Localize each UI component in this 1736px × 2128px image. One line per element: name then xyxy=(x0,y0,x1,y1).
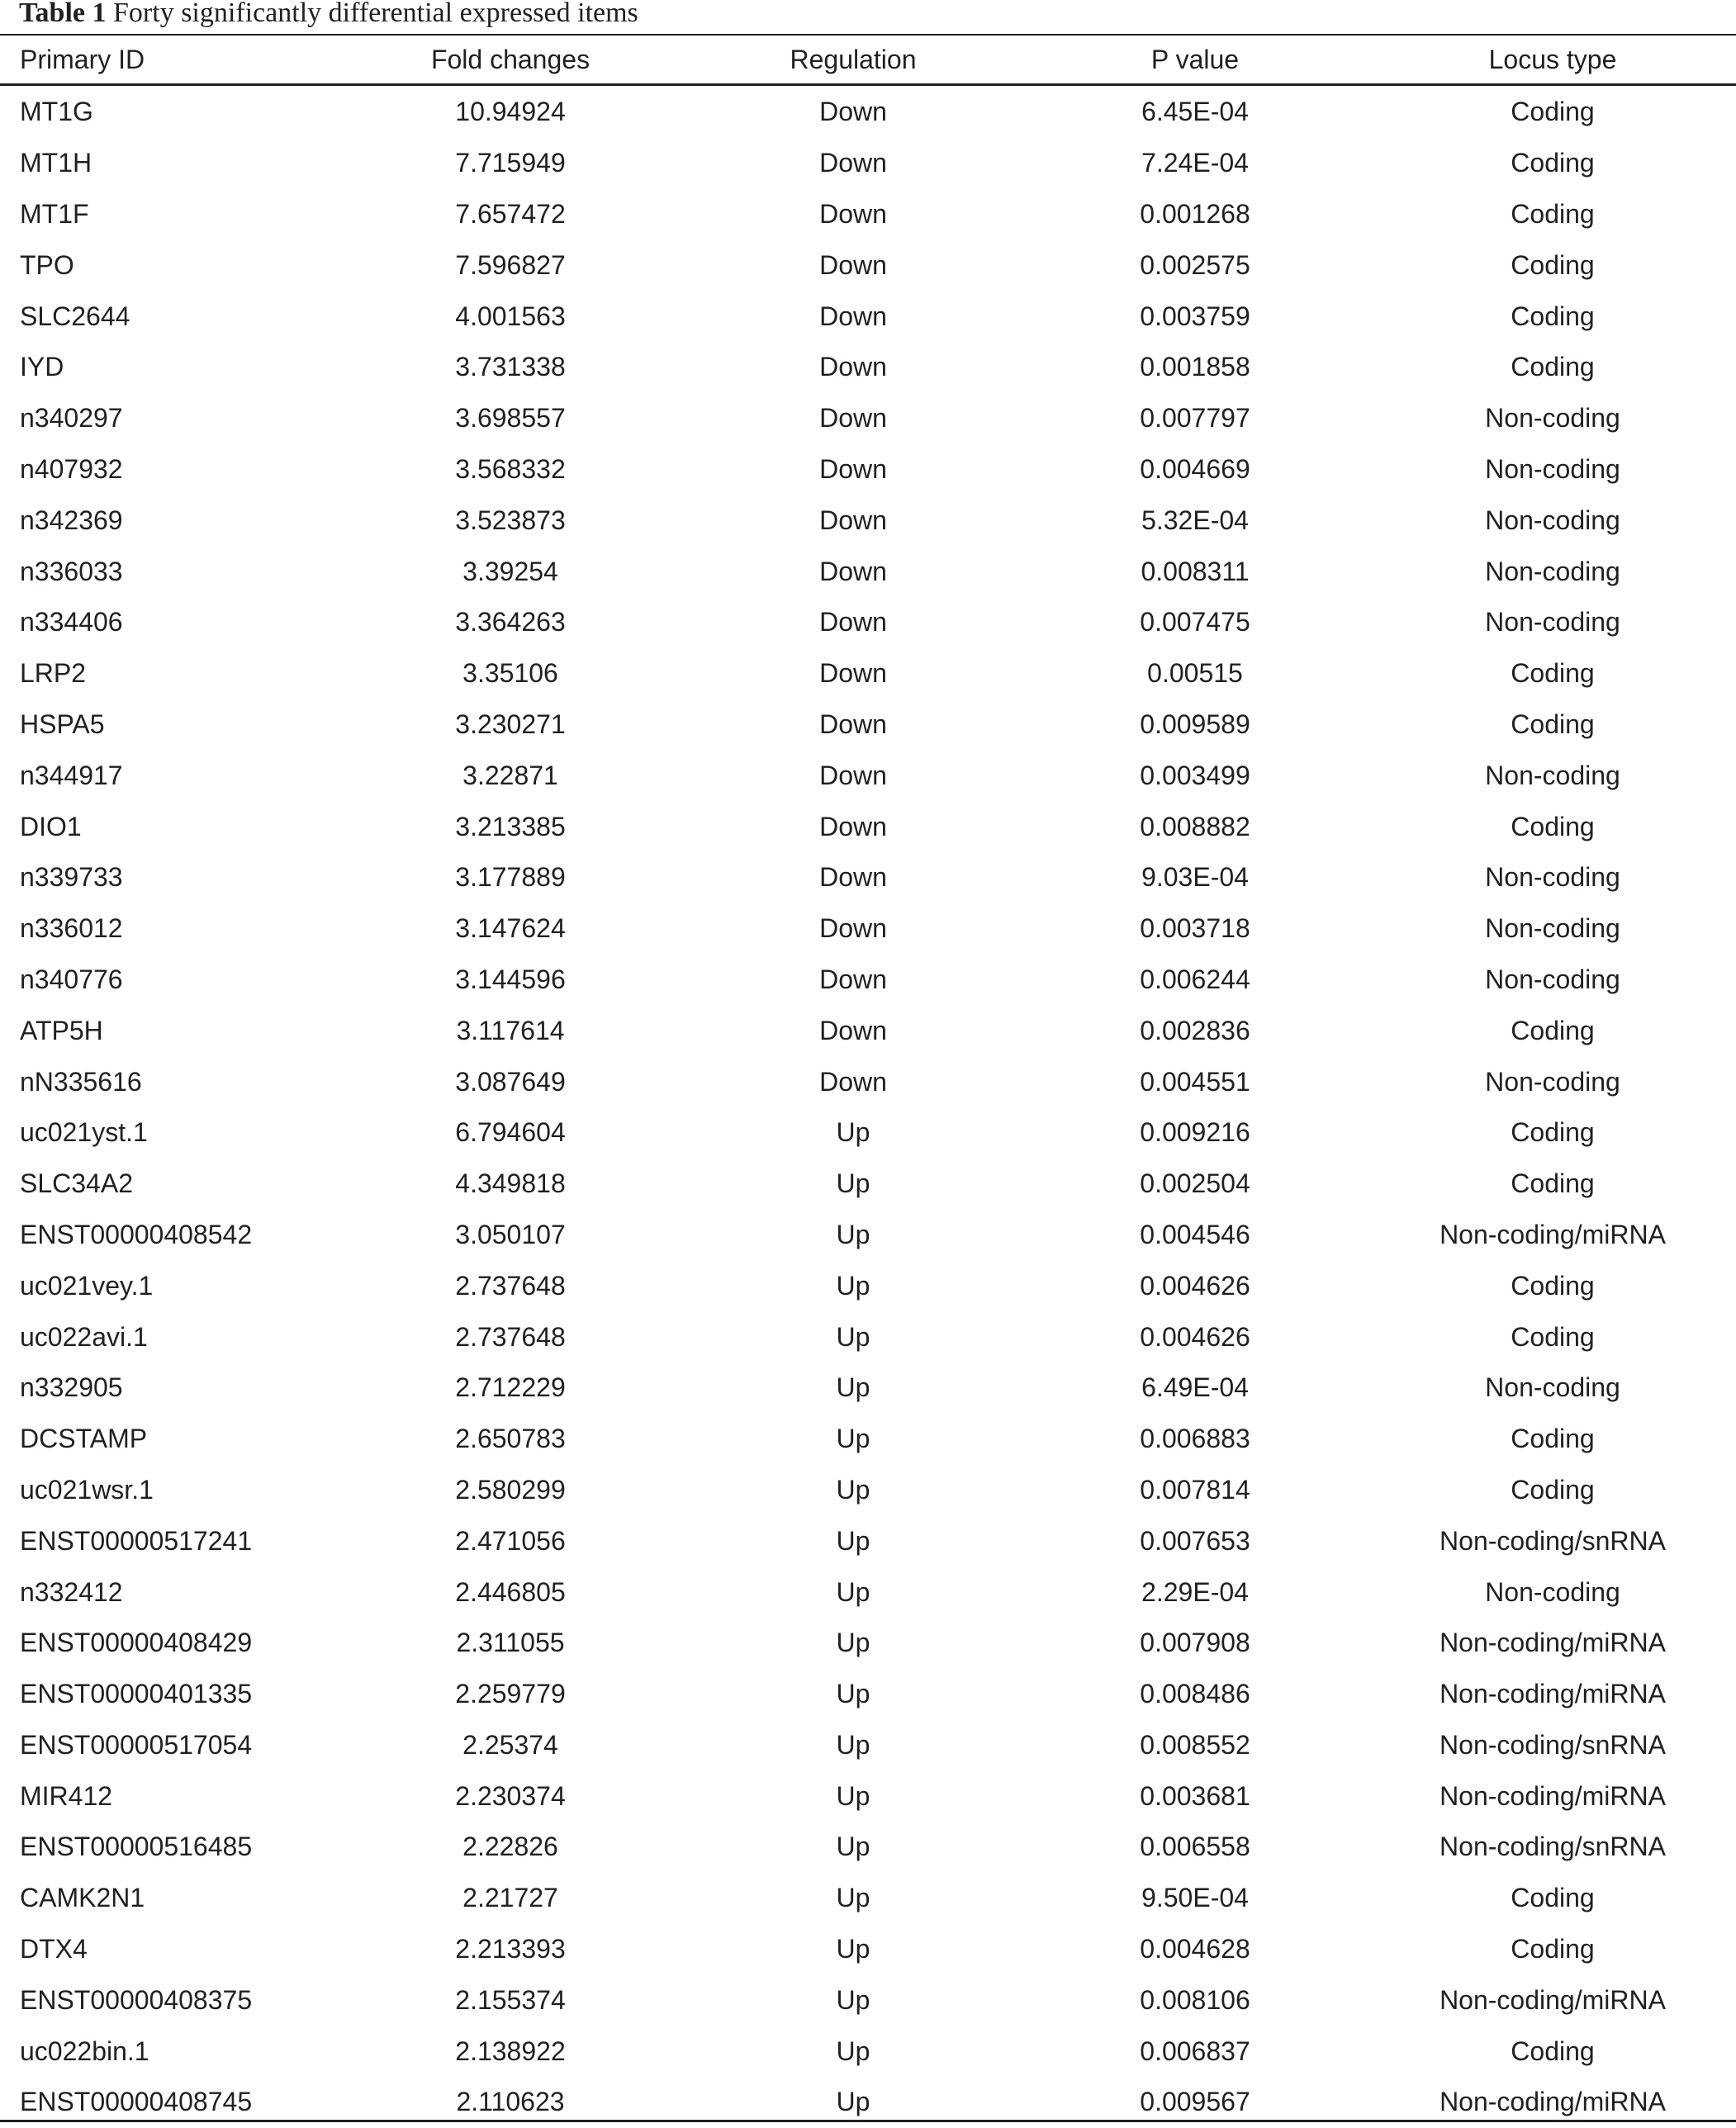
regulation-cell: Up xyxy=(836,1984,870,2015)
p-value-cell: 0.002836 xyxy=(1140,1015,1250,1045)
locus-type-cell: Non-coding/miRNA xyxy=(1440,1984,1666,2015)
header-row xyxy=(0,35,1736,84)
primary-id-cell: MT1G xyxy=(20,97,93,127)
locus-type-cell: Coding xyxy=(1511,1883,1595,1913)
regulation-cell: Down xyxy=(819,760,887,790)
regulation-cell: Down xyxy=(819,97,887,127)
locus-type-cell: Non-coding xyxy=(1485,913,1620,944)
fold-change-cell: 2.311055 xyxy=(456,1628,565,1658)
locus-type-cell: Non-coding xyxy=(1485,760,1620,790)
fold-change-cell: 7.657472 xyxy=(455,198,566,229)
primary-id-cell: SLC2644 xyxy=(20,301,130,331)
regulation-cell: Down xyxy=(819,811,887,841)
fold-change-cell: 3.177889 xyxy=(455,862,566,893)
locus-type-cell: Coding xyxy=(1511,352,1595,382)
fold-change-cell: 7.715949 xyxy=(455,148,566,178)
regulation-cell: Up xyxy=(836,1117,870,1148)
regulation-cell: Up xyxy=(836,1525,870,1556)
locus-type-cell: Non-coding xyxy=(1485,453,1620,484)
fold-change-cell: 2.446805 xyxy=(455,1576,566,1607)
regulation-cell: Up xyxy=(836,1729,870,1760)
fold-change-cell: 2.110623 xyxy=(456,2087,565,2117)
primary-id-cell: ENST00000408375 xyxy=(20,1984,253,2015)
table-row xyxy=(0,1770,1736,1822)
table-row xyxy=(0,189,1736,240)
regulation-cell: Up xyxy=(836,1474,870,1505)
regulation-cell: Down xyxy=(819,964,887,994)
primary-id-cell: ENST00000516485 xyxy=(20,1832,253,1862)
locus-type-cell: Coding xyxy=(1511,811,1595,841)
p-value-cell: 0.00515 xyxy=(1147,658,1243,689)
header-rule xyxy=(0,83,1736,86)
primary-id-cell: uc022bin.1 xyxy=(20,2036,149,2066)
table-row xyxy=(0,1873,1736,1924)
regulation-cell: Up xyxy=(836,1883,870,1913)
table-row xyxy=(0,1822,1736,1873)
regulation-cell: Up xyxy=(836,1934,870,1964)
regulation-cell: Down xyxy=(819,301,887,331)
fold-change-cell: 3.731338 xyxy=(455,352,566,382)
regulation-cell: Up xyxy=(836,1372,870,1403)
primary-id-cell: n342369 xyxy=(20,505,123,535)
primary-id-cell: ENST00000408745 xyxy=(20,2087,253,2117)
p-value-cell: 0.003499 xyxy=(1140,760,1250,790)
fold-change-cell: 3.698557 xyxy=(455,403,566,434)
column-header-primary-id: Primary ID xyxy=(20,44,145,74)
p-value-cell: 0.006837 xyxy=(1140,2036,1250,2066)
p-value-cell: 0.001858 xyxy=(1140,352,1250,382)
primary-id-cell: n340297 xyxy=(20,403,123,434)
regulation-cell: Down xyxy=(819,403,887,434)
table-row xyxy=(0,87,1736,138)
fold-change-cell: 2.471056 xyxy=(455,1525,566,1556)
locus-type-cell: Non-coding/miRNA xyxy=(1440,1219,1666,1249)
primary-id-cell: n344917 xyxy=(20,760,123,790)
fold-change-cell: 3.568332 xyxy=(455,453,566,484)
regulation-cell: Up xyxy=(836,1780,870,1811)
primary-id-cell: ENST00000401335 xyxy=(20,1679,253,1709)
p-value-cell: 9.03E-04 xyxy=(1141,862,1249,893)
p-value-cell: 0.004551 xyxy=(1140,1066,1250,1097)
regulation-cell: Down xyxy=(819,607,887,637)
primary-id-cell: n340776 xyxy=(20,964,123,994)
locus-type-cell: Coding xyxy=(1511,1934,1595,1964)
locus-type-cell: Coding xyxy=(1511,198,1595,229)
primary-id-cell: MT1F xyxy=(20,198,89,229)
fold-change-cell: 3.144596 xyxy=(455,964,566,994)
locus-type-cell: Non-coding/miRNA xyxy=(1440,1679,1666,1709)
locus-type-cell: Non-coding/snRNA xyxy=(1440,1729,1666,1760)
fold-change-cell: 2.21727 xyxy=(462,1883,558,1913)
regulation-cell: Up xyxy=(836,1270,870,1301)
primary-id-cell: n339733 xyxy=(20,862,123,893)
p-value-cell: 0.003718 xyxy=(1140,913,1250,944)
fold-change-cell: 2.22826 xyxy=(462,1832,558,1862)
table-row xyxy=(0,1669,1736,1720)
p-value-cell: 0.004546 xyxy=(1140,1219,1250,1249)
locus-type-cell: Coding xyxy=(1511,1015,1595,1045)
fold-change-cell: 7.596827 xyxy=(455,249,566,280)
fold-change-cell: 2.213393 xyxy=(455,1934,566,1964)
p-value-cell: 6.45E-04 xyxy=(1141,97,1249,127)
table-row xyxy=(0,1260,1736,1311)
fold-change-cell: 2.712229 xyxy=(455,1372,566,1403)
p-value-cell: 0.006883 xyxy=(1140,1424,1250,1454)
p-value-cell: 0.008882 xyxy=(1140,811,1250,841)
fold-change-cell: 2.737648 xyxy=(455,1270,566,1301)
locus-type-cell: Coding xyxy=(1511,1474,1595,1505)
regulation-cell: Up xyxy=(836,1576,870,1607)
table-body xyxy=(0,87,1736,2128)
p-value-cell: 0.006558 xyxy=(1140,1832,1250,1862)
regulation-cell: Down xyxy=(819,1066,887,1097)
table-row xyxy=(0,342,1736,393)
primary-id-cell: DCSTAMP xyxy=(20,1424,148,1454)
regulation-cell: Up xyxy=(836,1168,870,1199)
primary-id-cell: n332412 xyxy=(20,1576,123,1607)
locus-type-cell: Coding xyxy=(1511,249,1595,280)
regulation-cell: Up xyxy=(836,1832,870,1862)
table-row xyxy=(0,597,1736,648)
locus-type-cell: Non-coding xyxy=(1485,964,1620,994)
primary-id-cell: IYD xyxy=(20,352,64,382)
table-row xyxy=(0,648,1736,699)
primary-id-cell: MT1H xyxy=(20,148,92,178)
table-row xyxy=(0,1465,1736,1516)
regulation-cell: Down xyxy=(819,352,887,382)
fold-change-cell: 3.364263 xyxy=(455,607,566,637)
primary-id-cell: uc021yst.1 xyxy=(20,1117,148,1148)
table-row xyxy=(0,852,1736,903)
column-header-p-value: P value xyxy=(1150,44,1240,74)
locus-type-cell: Non-coding/snRNA xyxy=(1440,1832,1666,1862)
p-value-cell: 0.002575 xyxy=(1140,249,1250,280)
p-value-cell: 5.32E-04 xyxy=(1141,505,1249,535)
regulation-cell: Up xyxy=(836,1679,870,1709)
locus-type-cell: Non-coding xyxy=(1485,862,1620,893)
primary-id-cell: ENST00000408429 xyxy=(20,1628,253,1658)
locus-type-cell: Non-coding xyxy=(1485,1066,1620,1097)
p-value-cell: 0.006244 xyxy=(1140,964,1250,994)
primary-id-cell: HSPA5 xyxy=(20,709,105,739)
locus-type-cell: Coding xyxy=(1511,1168,1595,1199)
p-value-cell: 6.49E-04 xyxy=(1141,1372,1249,1403)
regulation-cell: Down xyxy=(819,913,887,944)
table-row xyxy=(0,1210,1736,1261)
fold-change-cell: 3.22871 xyxy=(462,760,558,790)
regulation-cell: Up xyxy=(836,1424,870,1454)
locus-type-cell: Non-coding xyxy=(1485,505,1620,535)
p-value-cell: 0.003759 xyxy=(1140,301,1250,331)
locus-type-cell: Non-coding/miRNA xyxy=(1440,1780,1666,1811)
regulation-cell: Down xyxy=(819,148,887,178)
p-value-cell: 0.003681 xyxy=(1140,1780,1250,1811)
primary-id-cell: n336012 xyxy=(20,913,123,944)
p-value-cell: 0.001268 xyxy=(1140,198,1250,229)
p-value-cell: 0.009567 xyxy=(1140,2087,1250,2117)
table-caption xyxy=(19,0,638,31)
table-row xyxy=(0,1056,1736,1107)
table-row xyxy=(0,1414,1736,1465)
locus-type-cell: Coding xyxy=(1511,97,1595,127)
fold-change-cell: 2.230374 xyxy=(455,1780,566,1811)
p-value-cell: 0.004626 xyxy=(1140,1270,1250,1301)
fold-change-cell: 3.050107 xyxy=(455,1219,566,1249)
locus-type-cell: Non-coding xyxy=(1485,607,1620,637)
table-row xyxy=(0,291,1736,342)
primary-id-cell: SLC34A2 xyxy=(20,1168,133,1199)
p-value-cell: 9.50E-04 xyxy=(1141,1883,1249,1913)
primary-id-cell: ENST00000408542 xyxy=(20,1219,253,1249)
table-row xyxy=(0,546,1736,597)
locus-type-cell: Non-coding/miRNA xyxy=(1440,1628,1666,1658)
p-value-cell: 0.004628 xyxy=(1140,1934,1250,1964)
primary-id-cell: uc022avi.1 xyxy=(20,1321,148,1352)
regulation-cell: Down xyxy=(819,658,887,689)
locus-type-cell: Coding xyxy=(1511,301,1595,331)
table-row xyxy=(0,393,1736,444)
fold-change-cell: 3.087649 xyxy=(455,1066,566,1097)
regulation-cell: Down xyxy=(819,453,887,484)
p-value-cell: 0.008106 xyxy=(1140,1984,1250,2015)
regulation-cell: Up xyxy=(836,1219,870,1249)
locus-type-cell: Coding xyxy=(1511,709,1595,739)
fold-change-cell: 3.39254 xyxy=(462,556,558,586)
primary-id-cell: uc021vey.1 xyxy=(20,1270,154,1301)
regulation-cell: Down xyxy=(819,505,887,535)
fold-change-cell: 3.230271 xyxy=(455,709,566,739)
fold-change-cell: 10.94924 xyxy=(455,97,566,127)
fold-change-cell: 4.349818 xyxy=(455,1168,566,1199)
p-value-cell: 0.002504 xyxy=(1140,1168,1250,1199)
locus-type-cell: Non-coding/miRNA xyxy=(1440,2087,1666,2117)
table-row xyxy=(0,444,1736,495)
primary-id-cell: n336033 xyxy=(20,556,123,586)
locus-type-cell: Coding xyxy=(1511,1321,1595,1352)
primary-id-cell: uc021wsr.1 xyxy=(20,1474,154,1505)
fold-change-cell: 3.147624 xyxy=(455,913,566,944)
p-value-cell: 0.007908 xyxy=(1140,1628,1250,1658)
table-row xyxy=(0,1005,1736,1056)
regulation-cell: Down xyxy=(819,198,887,229)
locus-type-cell: Coding xyxy=(1511,1270,1595,1301)
table-row xyxy=(0,1311,1736,1363)
table-row xyxy=(0,955,1736,1006)
primary-id-cell: CAMK2N1 xyxy=(20,1883,145,1913)
p-value-cell: 0.004626 xyxy=(1140,1321,1250,1352)
caption-text: Forty significantly differential expressed items xyxy=(113,0,638,28)
p-value-cell: 0.004669 xyxy=(1140,453,1250,484)
regulation-cell: Down xyxy=(819,556,887,586)
p-value-cell: 0.007797 xyxy=(1140,403,1250,434)
fold-change-cell: 6.794604 xyxy=(455,1117,566,1148)
column-header-locus-type: Locus type xyxy=(1488,44,1617,74)
table-header xyxy=(0,35,1736,84)
regulation-cell: Up xyxy=(836,1321,870,1352)
table-row xyxy=(0,699,1736,751)
table-row xyxy=(0,2026,1736,2077)
locus-type-cell: Coding xyxy=(1511,148,1595,178)
p-value-cell: 0.007653 xyxy=(1140,1525,1250,1556)
regulation-cell: Up xyxy=(836,1628,870,1658)
p-value-cell: 0.008486 xyxy=(1140,1679,1250,1709)
fold-change-cell: 2.155374 xyxy=(455,1984,566,2015)
primary-id-cell: TPO xyxy=(20,249,74,280)
table-row xyxy=(0,1924,1736,1975)
bottom-rule xyxy=(0,2120,1736,2122)
table-row xyxy=(0,495,1736,546)
p-value-cell: 0.007814 xyxy=(1140,1474,1250,1505)
primary-id-cell: ENST00000517054 xyxy=(20,1729,253,1760)
primary-id-cell: nN335616 xyxy=(20,1066,142,1097)
locus-type-cell: Non-coding xyxy=(1485,556,1620,586)
column-header-regulation: Regulation xyxy=(790,44,917,74)
locus-type-cell: Non-coding xyxy=(1485,1372,1620,1403)
p-value-cell: 0.009216 xyxy=(1140,1117,1250,1148)
regulation-cell: Down xyxy=(819,249,887,280)
primary-id-cell: DIO1 xyxy=(20,811,82,841)
regulation-cell: Down xyxy=(819,709,887,739)
primary-id-cell: LRP2 xyxy=(20,658,87,689)
locus-type-cell: Non-coding xyxy=(1485,403,1620,434)
regulation-cell: Down xyxy=(819,1015,887,1045)
regulation-cell: Down xyxy=(819,862,887,893)
locus-type-cell: Coding xyxy=(1511,658,1595,689)
table-row xyxy=(0,1107,1736,1159)
locus-type-cell: Non-coding/snRNA xyxy=(1440,1525,1666,1556)
locus-type-cell: Coding xyxy=(1511,1117,1595,1148)
p-value-cell: 7.24E-04 xyxy=(1141,148,1249,178)
primary-id-cell: MIR412 xyxy=(20,1780,113,1811)
fold-change-cell: 3.213385 xyxy=(455,811,566,841)
locus-type-cell: Coding xyxy=(1511,1424,1595,1454)
locus-type-cell: Non-coding xyxy=(1485,1576,1620,1607)
column-header-fold-changes: Fold changes xyxy=(430,44,591,74)
fold-change-cell: 2.650783 xyxy=(455,1424,566,1454)
p-value-cell: 0.008311 xyxy=(1141,556,1250,586)
p-value-cell: 2.29E-04 xyxy=(1141,1576,1249,1607)
table-row xyxy=(0,801,1736,852)
fold-change-cell: 2.138922 xyxy=(455,2036,566,2066)
table-row xyxy=(0,1159,1736,1210)
primary-id-cell: n407932 xyxy=(20,453,123,484)
locus-type-cell: Coding xyxy=(1511,2036,1595,2066)
p-value-cell: 0.007475 xyxy=(1140,607,1250,637)
table-row xyxy=(0,138,1736,189)
p-value-cell: 0.009589 xyxy=(1140,709,1250,739)
primary-id-cell: n332905 xyxy=(20,1372,123,1403)
primary-id-cell: ATP5H xyxy=(20,1015,103,1045)
table-row xyxy=(0,1363,1736,1414)
table-row xyxy=(0,1515,1736,1566)
fold-change-cell: 4.001563 xyxy=(455,301,566,331)
caption-label: Table 1 xyxy=(19,0,107,28)
regulation-cell: Up xyxy=(836,2036,870,2066)
fold-change-cell: 2.259779 xyxy=(455,1679,566,1709)
primary-id-cell: DTX4 xyxy=(20,1934,88,1964)
table-row xyxy=(0,903,1736,955)
fold-change-cell: 3.523873 xyxy=(455,505,566,535)
table-row xyxy=(0,1974,1736,2026)
table-row xyxy=(0,750,1736,801)
table-row xyxy=(0,1720,1736,1771)
p-value-cell: 0.008552 xyxy=(1140,1729,1250,1760)
fold-change-cell: 2.25374 xyxy=(462,1729,558,1760)
fold-change-cell: 3.35106 xyxy=(462,658,558,689)
fold-change-cell: 2.580299 xyxy=(455,1474,566,1505)
table-row xyxy=(0,1618,1736,1669)
table-row xyxy=(0,239,1736,291)
regulation-cell: Up xyxy=(836,2087,870,2117)
table-row xyxy=(0,1566,1736,1618)
primary-id-cell: n334406 xyxy=(20,607,123,637)
fold-change-cell: 3.117614 xyxy=(456,1015,565,1045)
fold-change-cell: 2.737648 xyxy=(455,1321,566,1352)
primary-id-cell: ENST00000517241 xyxy=(20,1525,253,1556)
